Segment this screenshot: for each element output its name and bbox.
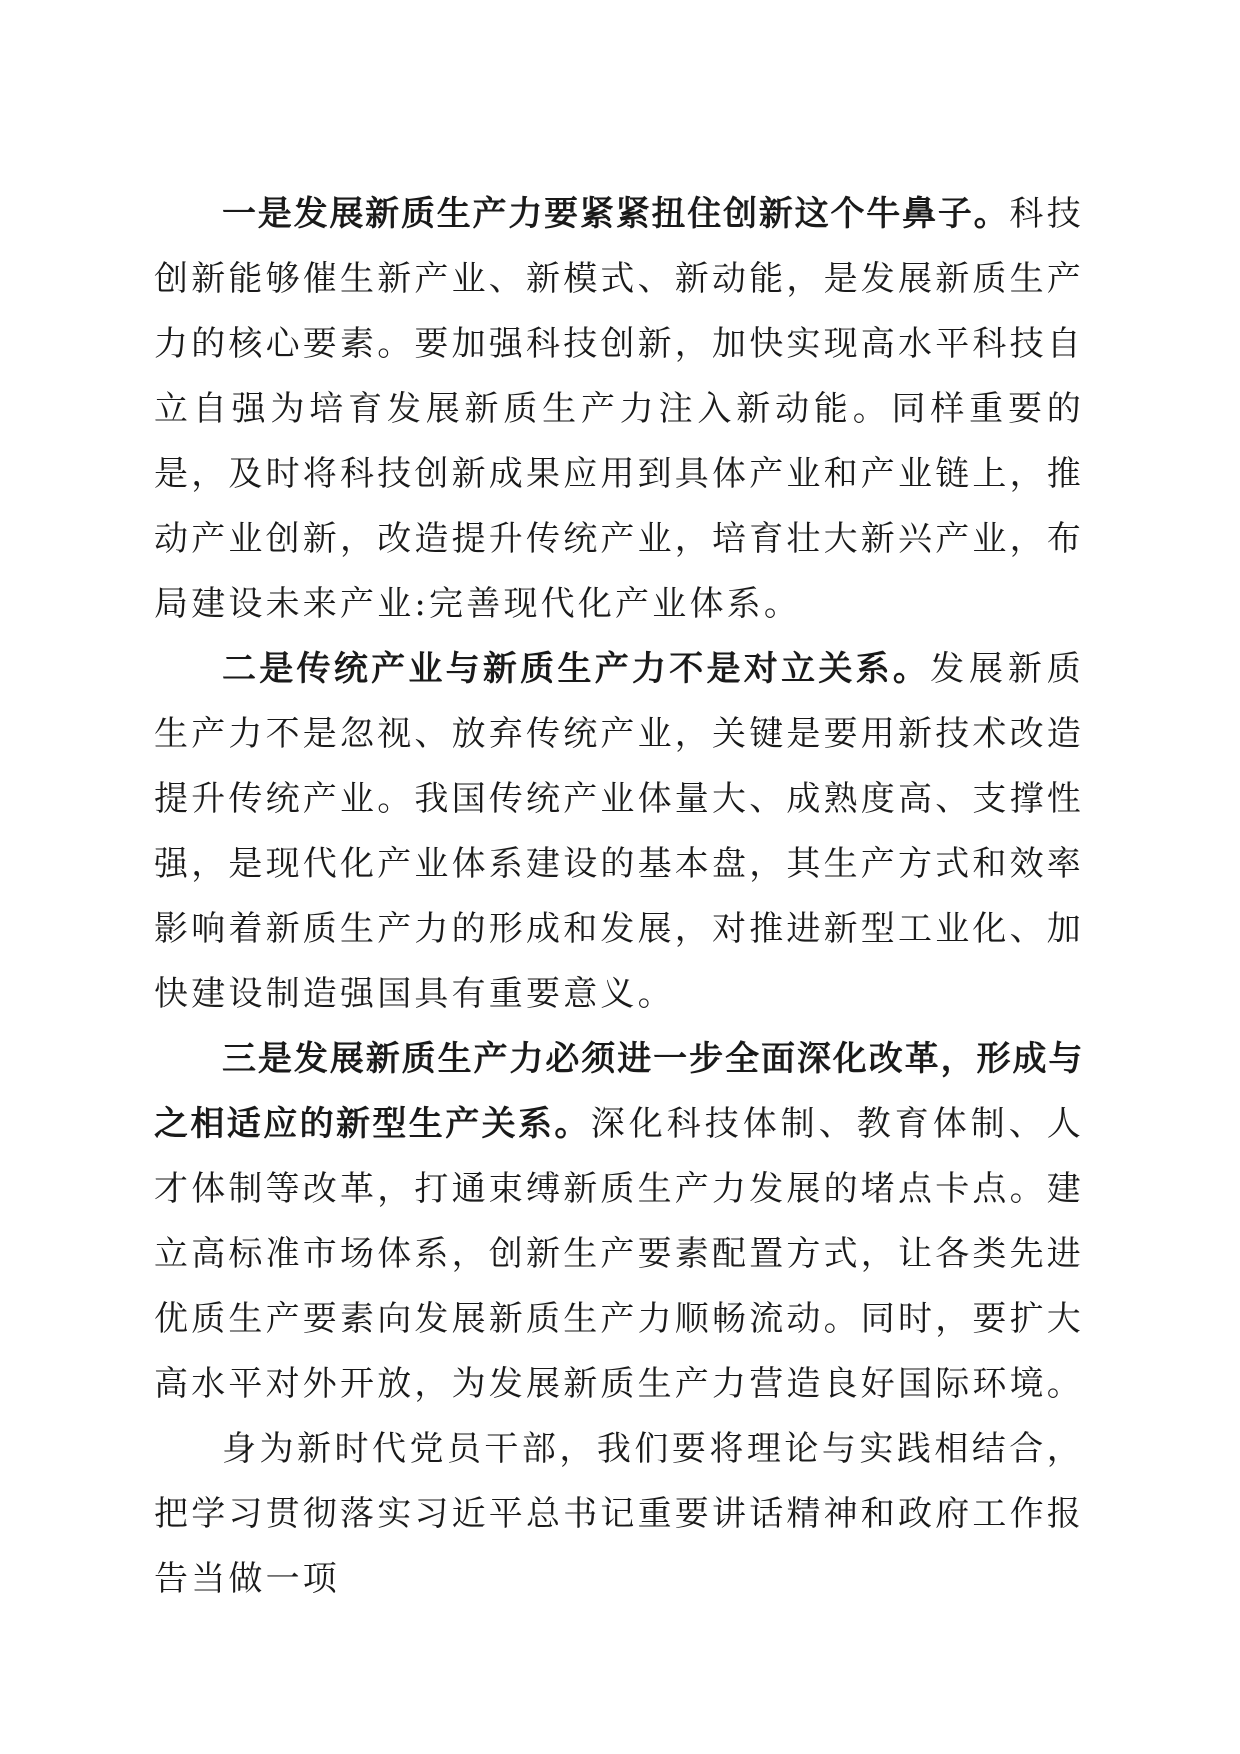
paragraph-4 [154,1417,1084,1612]
paragraph-1 [154,182,1084,637]
paragraph-4-body: 身为新时代党员干部，我们要将理论与实践相结合，把学习贯彻落实习近平总书记重要讲话精神和政府工作报告当做一项 [154,1429,1084,1599]
paragraph-2 [154,637,1084,1027]
paragraph-3-lead: 三是发展新质生产力必须进一步全面深化改革，形成与之相适应的新型生产关系。 [154,1039,1084,1144]
paragraph-1-lead: 一是发展新质生产力要紧紧扭住创新这个牛鼻子。 [222,194,1010,234]
document-body [154,182,1084,1612]
paragraph-3 [154,1027,1084,1417]
paragraph-2-body: 发展新质生产力不是忽视、放弃传统产业，关键是要用新技术改造提升传统产业。我国传统产业体量大、成熟度高、支撑性强，是现代化产业体系建设的基本盘，其生产方式和效率影响着新质生产力的形成和发展，对推进新型工业化、加快建设制造强国具有重要意义。 [154,649,1084,1014]
paragraph-1-body: 科技创新能够催生新产业、新模式、新动能，是发展新质生产力的核心要素。要加强科技创新，加快实现高水平科技自立自强为培育发展新质生产力注入新动能。同样重要的是，及时将科技创新成果应用到具体产业和产业链上，推动产业创新，改造提升传统产业，培育壮大新兴产业，布局建设未来产业:完善现代化产业体系。 [154,194,1084,624]
paragraph-3-body: 深化科技体制、教育体制、人才体制等改革，打通束缚新质生产力发展的堵点卡点。建立高标准市场体系，创新生产要素配置方式，让各类先进优质生产要素向发展新质生产力顺畅流动。同时，要扩大高水平对外开放，为发展新质生产力营造良好国际环境。 [154,1104,1084,1404]
paragraph-2-lead: 二是传统产业与新质生产力不是对立关系。 [222,649,931,689]
